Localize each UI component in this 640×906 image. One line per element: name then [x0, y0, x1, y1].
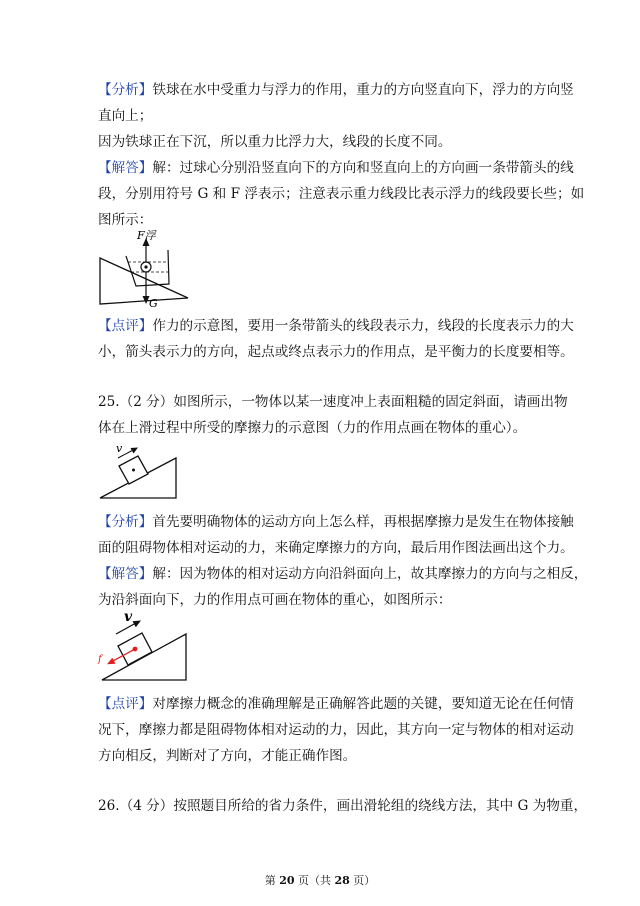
answer-line: 为沿斜面向下，力的作用点可画在物体的重心，如图所示：	[98, 592, 452, 608]
answer-tag: 【解答】	[98, 566, 153, 582]
velocity-label: v	[124, 609, 133, 625]
analysis-line: 因为铁球正在下沉，所以重力比浮力大，线段的长度不同。	[98, 134, 452, 150]
figure-iron-ball-buoyancy	[96, 226, 196, 308]
velocity-label: v	[116, 442, 123, 455]
comment-paragraph-1	[98, 316, 574, 336]
analysis-line: 面的阻碍物体相对运动的力，来确定摩擦力的方向，最后用作图法画出这个力。	[98, 540, 574, 556]
friction-label: f	[98, 654, 102, 665]
comment-line: 方向相反，判断对了方向，才能正确作图。	[98, 748, 357, 764]
page-footer	[0, 872, 640, 888]
buoyancy-label: F浮	[137, 229, 156, 242]
comment-text: 作力的示意图，要用一条带箭头的线段表示力，线段的长度表示力的大	[152, 318, 574, 334]
analysis-paragraph-25	[98, 512, 574, 532]
footer-prefix: 第	[264, 874, 280, 887]
question-25-line: 体在上滑过程中所受的摩擦力的示意图（力的作用点画在物体的重心）。	[98, 420, 527, 436]
comment-text: 对摩擦力概念的准确理解是正确解答此题的关键，要知道无论在任何情	[152, 696, 574, 712]
answer-paragraph-25	[98, 564, 587, 584]
friction-arrow-head	[107, 658, 116, 665]
answer-text: 解：过球心分别沿竖直向下的方向和竖直向上的方向画一条带箭头的线	[152, 160, 574, 176]
analysis-line: 直向上；	[98, 108, 153, 124]
answer-paragraph-1	[98, 158, 574, 178]
gravity-label: G	[149, 297, 158, 308]
comment-line: 小，箭头表示力的方向，起点或终点表示力的作用点，是平衡力的长度要相等。	[98, 344, 574, 360]
analysis-tag: 【分析】	[98, 82, 153, 98]
footer-suffix: 页）	[349, 874, 376, 887]
answer-text: 解：因为物体的相对运动方向沿斜面向上，故其摩擦力的方向与之相反，	[152, 566, 588, 582]
analysis-text: 首先要明确物体的运动方向上怎么样，再根据摩擦力是发生在物体接触	[152, 514, 574, 530]
comment-paragraph-25	[98, 694, 574, 714]
question-26: 26.（4 分）按照题目所给的省力条件，画出滑轮组的绕线方法，其中 G 为物重，	[98, 798, 588, 814]
answer-line: 段，分别用符号 G 和 F 浮表示；注意表示重力线段比表示浮力的线段要长些；如	[98, 186, 585, 202]
question-25: 25.（2 分）如图所示，一物体以某一速度冲上表面粗糙的固定斜面，请画出物	[98, 394, 568, 410]
answer-tag: 【解答】	[98, 160, 153, 176]
answer-line: 图所示：	[98, 212, 153, 228]
figure-block-on-slope	[96, 436, 188, 502]
analysis-paragraph-1	[98, 80, 574, 100]
ball-center-dot	[144, 265, 147, 268]
comment-line: 况下，摩擦力都是阻碍物体相对运动的力，因此，其方向一定与物体的相对运动	[98, 722, 574, 738]
comment-tag: 【点评】	[98, 318, 153, 334]
comment-tag: 【点评】	[98, 696, 153, 712]
analysis-text: 铁球在水中受重力与浮力的作用，重力的方向竖直向下，浮力的方向竖	[152, 82, 574, 98]
footer-middle: 页（共	[294, 874, 335, 887]
center-of-gravity-dot	[132, 469, 135, 472]
figure-friction-force	[94, 604, 194, 684]
page-total: 28	[334, 874, 350, 887]
page-number: 20	[279, 874, 295, 887]
analysis-tag: 【分析】	[98, 514, 153, 530]
